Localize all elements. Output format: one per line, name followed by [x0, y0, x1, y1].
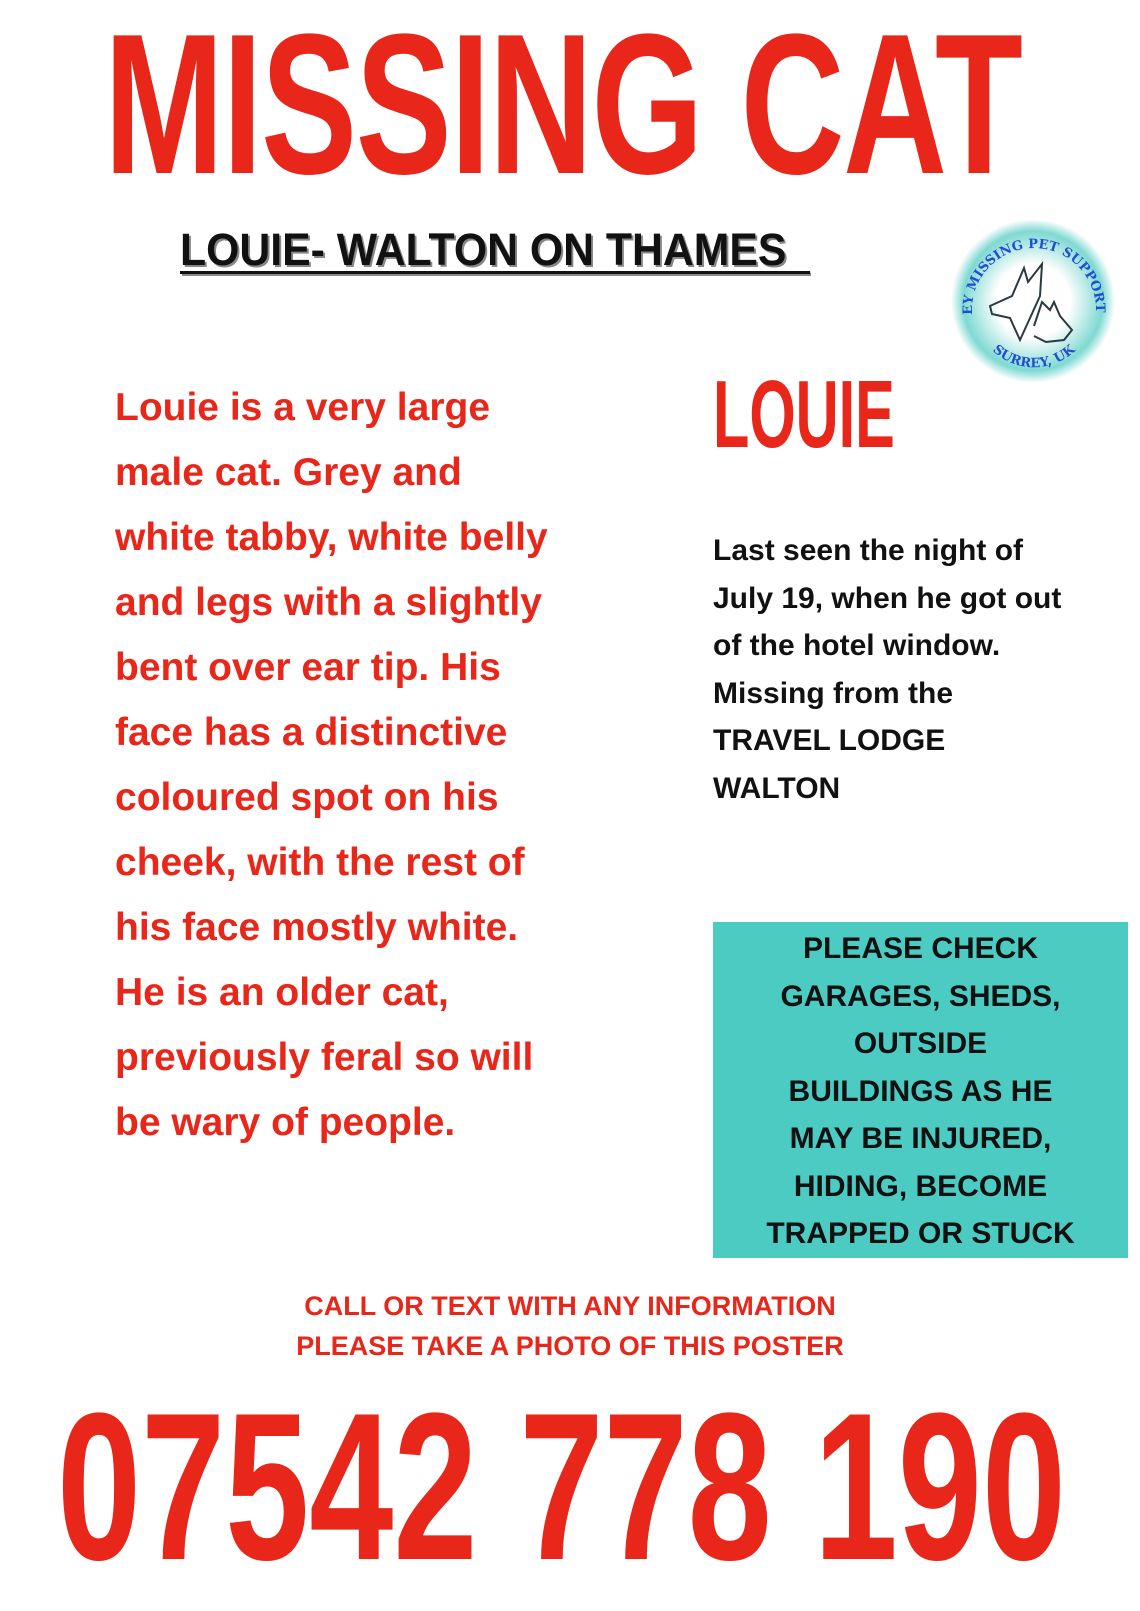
call-line: PLEASE TAKE A PHOTO OF THIS POSTER — [296, 1331, 844, 1361]
description-line: He is an older cat, — [115, 971, 449, 1014]
description-line: white tabby, white belly — [115, 516, 548, 559]
check-line: OUTSIDE — [853, 1027, 988, 1060]
last-seen-info — [713, 533, 1133, 818]
description-line: cheek, with the rest of — [115, 841, 525, 884]
description-line: previously feral so will — [115, 1036, 534, 1079]
last-seen-line: Missing from the — [713, 676, 954, 710]
cat-description — [115, 383, 685, 1163]
please-check-box — [713, 922, 1128, 1258]
check-line: BUILDINGS AS HE — [788, 1074, 1053, 1108]
description-line: his face mostly white. — [115, 906, 519, 949]
description-line: be wary of people. — [115, 1101, 456, 1144]
description-line: coloured spot on his — [115, 776, 499, 819]
check-line: PLEASE CHECK — [802, 932, 1039, 965]
description-line: face has a distinctive — [115, 711, 508, 754]
check-line: TRAPPED OR STUCK — [766, 1217, 1075, 1250]
phone-number: 07542 778 190 — [57, 1369, 1067, 1604]
last-seen-line: Last seen the night of — [713, 534, 1024, 567]
poster-title: MISSING CAT — [104, 0, 1022, 216]
check-line: GARAGES, SHEDS, — [780, 979, 1061, 1013]
check-line: HIDING, BECOME — [793, 1169, 1048, 1203]
last-seen-line: July 19, when he got out — [713, 581, 1062, 615]
svg-text:SURREY MISSING PET SUPPORT C.I: EY MISSING PET SUPPORT — [960, 236, 1108, 315]
poster-subtitle: LOUIE- WALTON ON THAMES — [180, 224, 811, 275]
cat-name: LOUIE — [713, 361, 895, 468]
description-line: bent over ear tip. His — [115, 646, 501, 689]
call-line: CALL OR TEXT WITH ANY INFORMATION — [304, 1291, 836, 1321]
description-line: and legs with a slightly — [115, 581, 542, 624]
description-line: Louie is a very large — [115, 386, 491, 429]
call-to-action — [0, 1290, 1140, 1370]
description-line: male cat. Grey and — [115, 451, 462, 494]
last-seen-line: WALTON — [713, 771, 841, 805]
surrey-missing-pet-support-logo — [950, 218, 1116, 384]
last-seen-line: of the hotel window. — [713, 629, 1001, 662]
check-line: MAY BE INJURED, — [789, 1122, 1052, 1155]
svg-text:SURREY, UK: SURREY, UK — [989, 342, 1079, 372]
last-seen-line: TRAVEL LODGE — [713, 724, 946, 757]
